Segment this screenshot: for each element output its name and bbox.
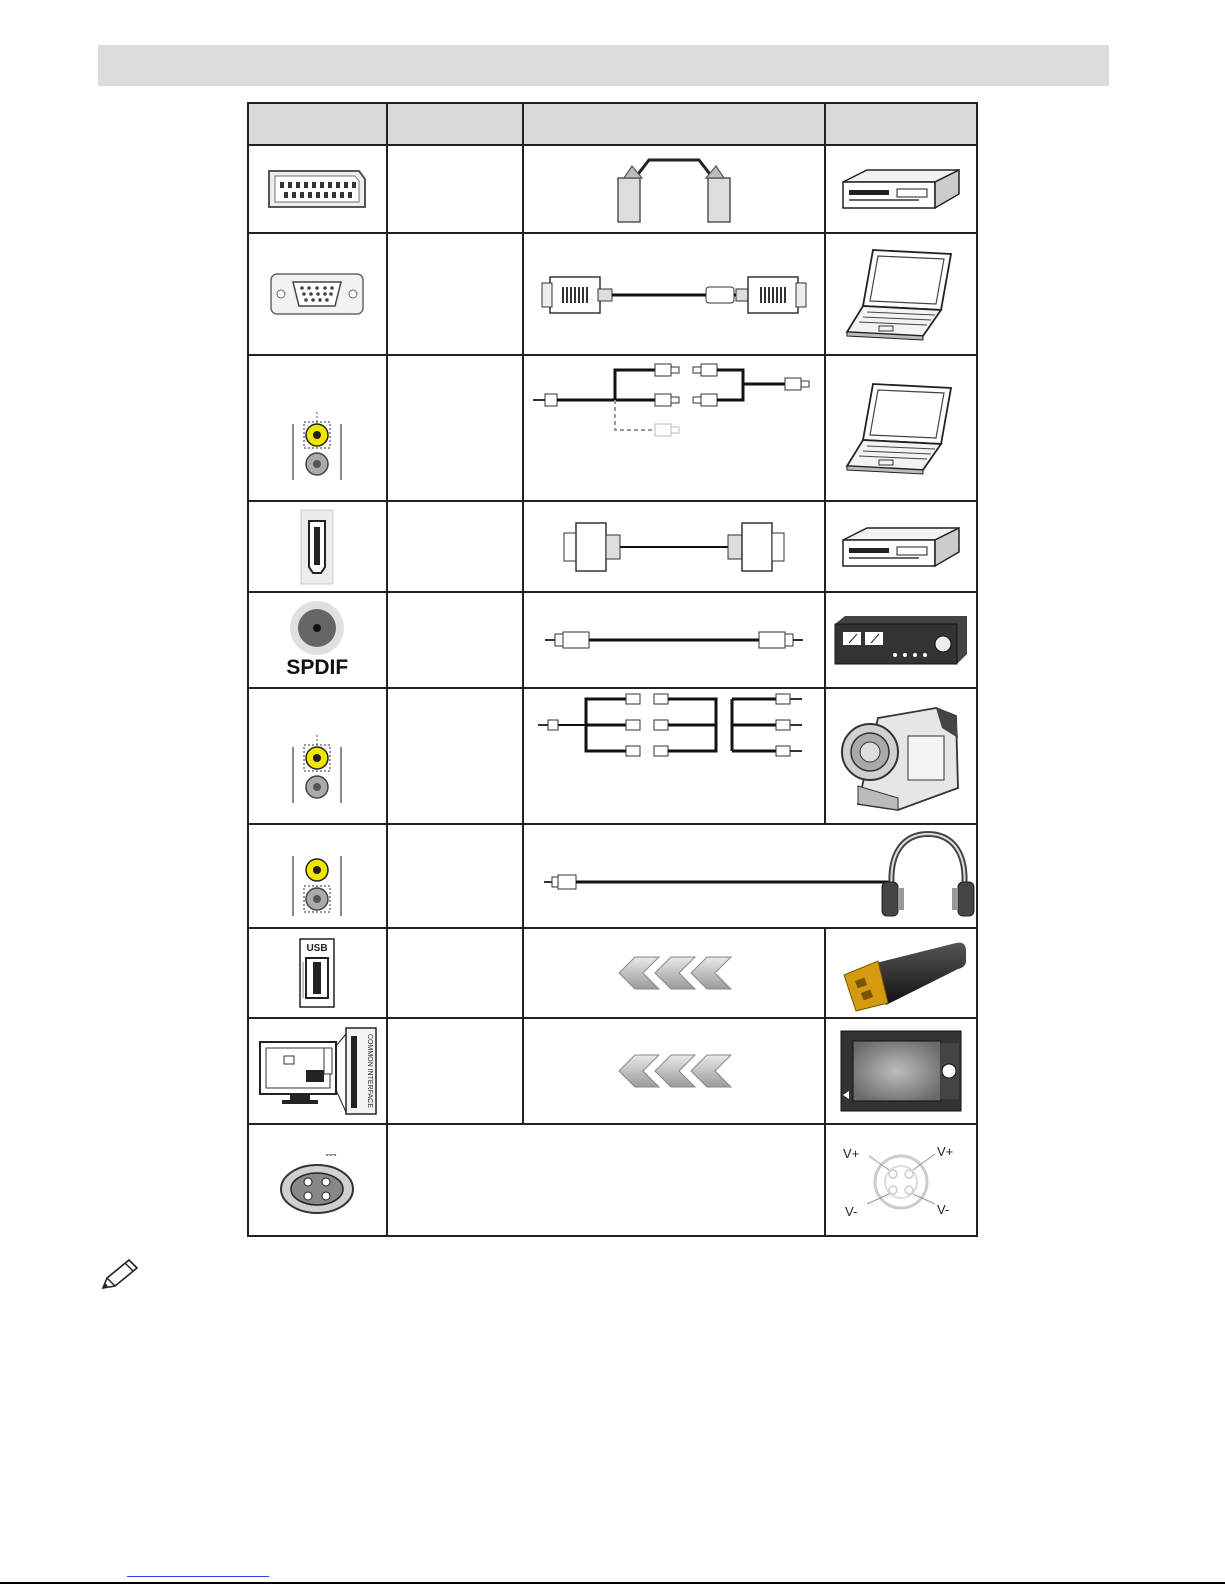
vga-cable-icon	[536, 269, 812, 319]
insert-arrows-icon	[615, 955, 733, 991]
type-cell	[387, 355, 523, 501]
device-cell	[825, 688, 977, 824]
device-cell	[825, 145, 977, 233]
laptop-icon	[843, 244, 959, 344]
pin-label-vminus-right: V-	[937, 1202, 950, 1217]
cable-cell	[523, 501, 825, 592]
connector-cell	[248, 928, 387, 1018]
connector-cell	[248, 1124, 387, 1236]
audio-amplifier-icon	[831, 612, 971, 668]
section-header-bar	[98, 45, 1109, 86]
vga-port-icon	[269, 271, 365, 317]
column-header-cables	[523, 103, 825, 145]
coaxial-port-icon	[287, 600, 347, 656]
connector-cell	[248, 501, 387, 592]
table-row	[248, 1018, 977, 1124]
device-cell	[825, 355, 977, 501]
type-cell	[387, 233, 523, 355]
audio-jack-icon	[287, 410, 347, 486]
type-cell	[387, 1018, 523, 1124]
ci-label: COMMON INTERFACE	[366, 1034, 374, 1108]
cam-module-icon	[839, 1029, 963, 1113]
headphone-cable-icon	[542, 830, 982, 922]
insert-arrows-icon	[615, 1053, 733, 1089]
cable-cell	[523, 355, 825, 501]
column-header-type	[387, 103, 523, 145]
table-row	[248, 233, 977, 355]
cable-cell	[523, 592, 825, 688]
camcorder-icon	[838, 698, 964, 814]
table-row	[248, 928, 977, 1018]
type-cell	[387, 145, 523, 233]
device-cell	[825, 592, 977, 688]
coaxial-cable-icon	[543, 628, 805, 652]
scart-port-icon	[265, 167, 369, 211]
connector-cell	[248, 145, 387, 233]
table-header-row	[248, 103, 977, 145]
table-row	[248, 1124, 977, 1236]
usb-label: USB	[306, 943, 328, 954]
cable-cell	[523, 1018, 825, 1124]
usb-port-icon	[299, 938, 335, 1008]
dvd-player-icon	[837, 164, 965, 214]
device-cell	[825, 928, 977, 1018]
column-header-device	[825, 103, 977, 145]
table-row	[248, 355, 977, 501]
connector-cell	[248, 355, 387, 501]
table-row	[248, 501, 977, 592]
device-cell	[825, 1124, 977, 1236]
dvd-player-icon	[837, 522, 965, 572]
pin-label-vminus-left: V-	[845, 1204, 858, 1219]
connector-cell	[248, 233, 387, 355]
audio-y-cable-icon	[529, 360, 819, 450]
hdmi-port-icon	[300, 509, 334, 585]
headphones-icon	[882, 834, 974, 916]
av-cable-icon	[536, 693, 812, 759]
spdif-label: SPDIF	[286, 656, 349, 679]
device-cell	[825, 501, 977, 592]
connector-cell	[248, 1018, 387, 1124]
pin-label-vplus-right: V+	[937, 1144, 954, 1159]
column-header-connector	[248, 103, 387, 145]
headphone-jack-icon	[287, 852, 347, 920]
table-row	[248, 592, 977, 688]
type-cell	[387, 688, 523, 824]
type-cell	[387, 1124, 826, 1236]
laptop-icon	[843, 378, 959, 478]
dc-symbol: ⎓	[325, 1147, 337, 1163]
type-cell	[387, 501, 523, 592]
dc-power-port-icon	[277, 1145, 357, 1215]
connector-cell	[248, 592, 387, 688]
connector-cell	[248, 824, 387, 928]
cable-cell	[523, 928, 825, 1018]
tv-ci-slot-icon	[254, 1026, 380, 1116]
footer-rule	[0, 1582, 1225, 1584]
cable-cell	[523, 233, 825, 355]
table-row	[248, 145, 977, 233]
cable-cell	[523, 145, 825, 233]
connector-cell	[248, 688, 387, 824]
dc-pinout-icon	[839, 1140, 963, 1220]
table-row	[248, 824, 977, 928]
scart-cable-icon	[604, 152, 744, 226]
type-cell	[387, 824, 523, 928]
type-cell	[387, 928, 523, 1018]
footer-link-underline	[127, 1576, 269, 1577]
av-jack-icon	[287, 733, 347, 809]
pin-label-vplus-left: V+	[843, 1146, 860, 1161]
type-cell	[387, 592, 523, 688]
device-cell	[825, 1018, 977, 1124]
device-cell	[825, 233, 977, 355]
usb-stick-icon	[832, 933, 970, 1013]
hdmi-cable-icon	[558, 517, 790, 577]
table-row	[248, 688, 977, 824]
cable-device-cell	[523, 824, 977, 928]
pencil-icon	[99, 1258, 139, 1292]
cable-cell	[523, 688, 825, 824]
connection-table	[247, 102, 978, 1237]
